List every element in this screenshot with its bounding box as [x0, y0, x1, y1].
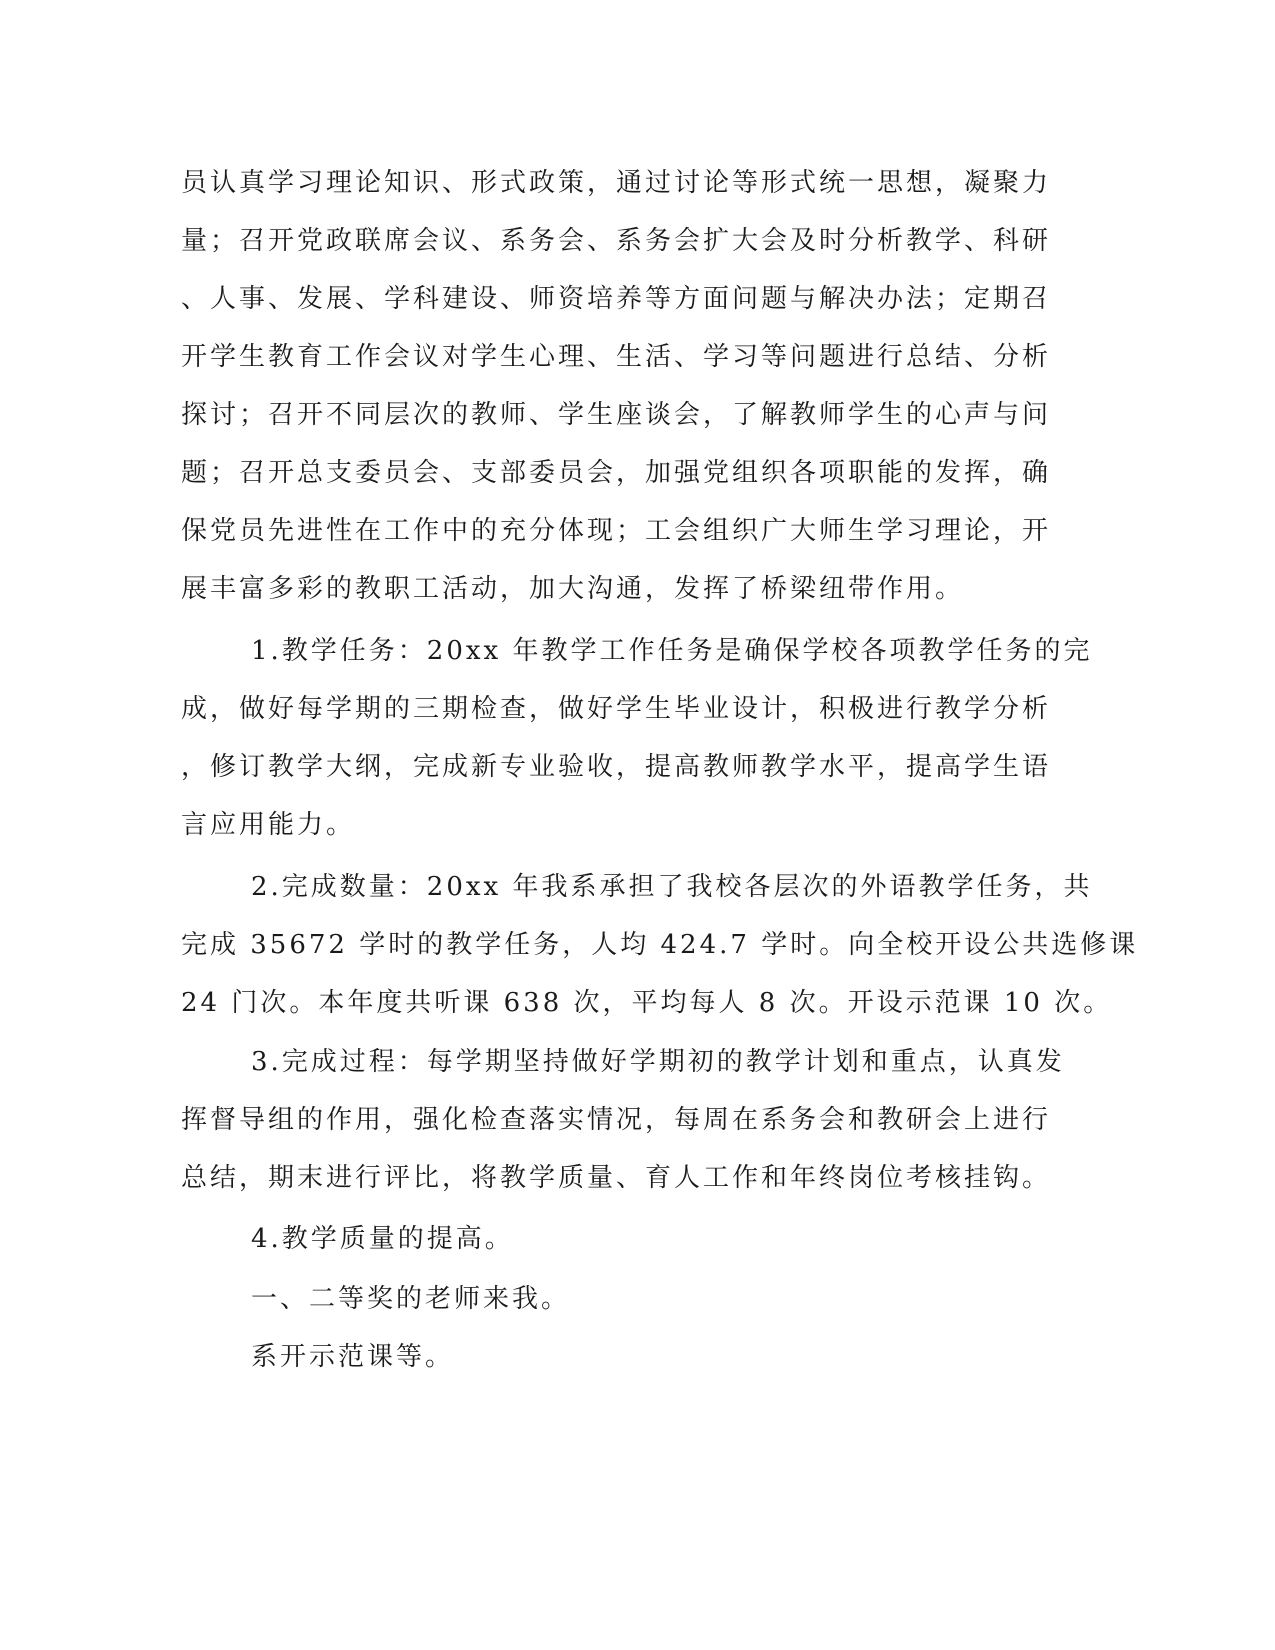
text-line: 挥督导组的作用，强化检查落实情况，每周在系务会和教研会上进行 [181, 1105, 1052, 1135]
text-line: 题；召开总支委员会、支部委员会，加强党组织各项职能的发挥，确 [181, 458, 1052, 488]
paragraph-award-teachers: 一、二等奖的老师来我。 [251, 1284, 571, 1314]
paragraph-teaching-task: 1.教学任务：20xx 年教学工作任务是确保学校各项教学任务的完 [251, 636, 1093, 666]
paragraph-quality-improvement: 4.教学质量的提高。 [251, 1224, 514, 1254]
text-line: 完成 35672 学时的教学任务，人均 424.7 学时。向全校开设公共选修课 [181, 930, 1139, 960]
text-line: 成，做好每学期的三期检查，做好学生毕业设计，积极进行教学分析 [181, 694, 1052, 724]
text-line: 24 门次。本年度共听课 638 次，平均每人 8 次。开设示范课 10 次。 [181, 988, 1113, 1018]
paragraph-completion-process: 3.完成过程：每学期坚持做好学期初的教学计划和重点，认真发 [251, 1047, 1065, 1077]
text-line: 展丰富多彩的教职工活动，加大沟通，发挥了桥梁纽带作用。 [181, 574, 965, 604]
text-line: 开学生教育工作会议对学生心理、生活、学习等问题进行总结、分析 [181, 342, 1052, 372]
paragraph-demo-class: 系开示范课等。 [251, 1342, 455, 1372]
text-line: 探讨；召开不同层次的教师、学生座谈会，了解教师学生的心声与问 [181, 400, 1052, 430]
text-line: 保党员先进性在工作中的充分体现；工会组织广大师生学习理论，开 [181, 516, 1052, 546]
text-line: 量；召开党政联席会议、系务会、系务会扩大会及时分析教学、科研 [181, 226, 1052, 256]
text-line: ，修订教学大纲，完成新专业验收，提高教师教学水平，提高学生语 [181, 752, 1052, 782]
text-line: 员认真学习理论知识、形式政策，通过讨论等形式统一思想，凝聚力 [181, 168, 1052, 198]
text-line: 总结，期末进行评比，将教学质量、育人工作和年终岗位考核挂钩。 [181, 1163, 1052, 1193]
paragraph-completion-count: 2.完成数量：20xx 年我系承担了我校各层次的外语教学任务，共 [251, 872, 1093, 902]
text-line: 、人事、发展、学科建设、师资培养等方面问题与解决办法；定期召 [181, 284, 1052, 314]
text-line: 言应用能力。 [181, 810, 356, 840]
